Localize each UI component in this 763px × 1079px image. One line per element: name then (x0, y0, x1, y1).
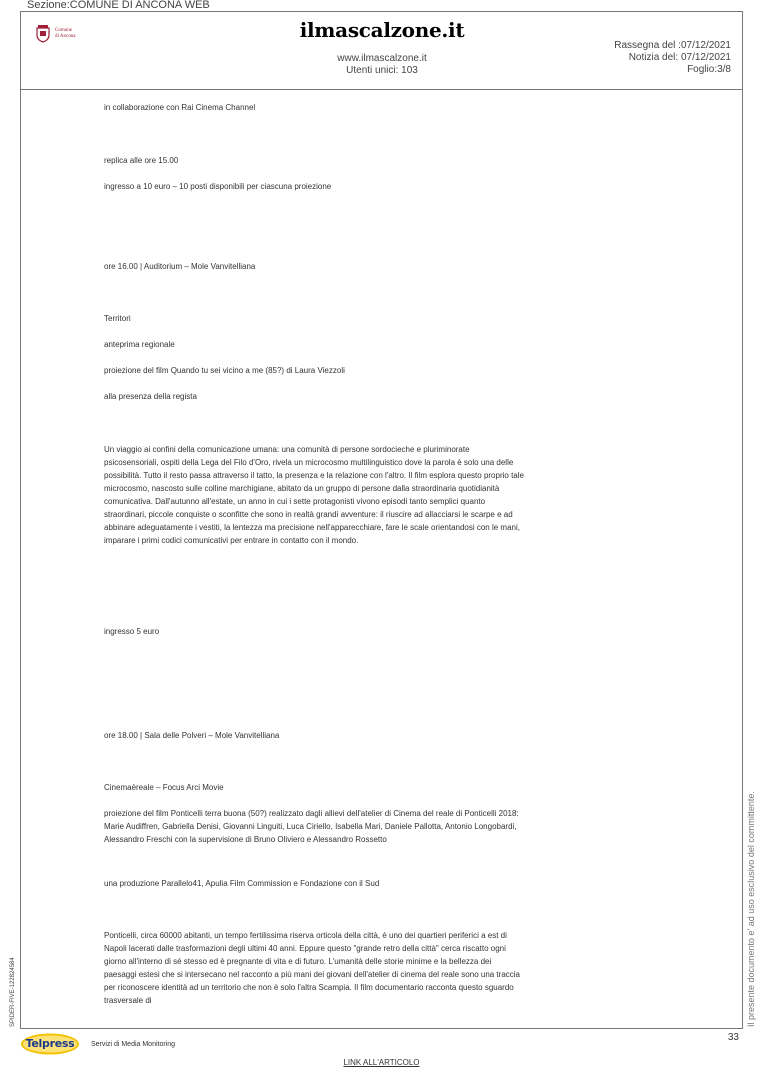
spider-id: SPIDER-FIVE-122824584 (10, 957, 16, 1027)
paragraph: anteprima regionale (104, 340, 175, 349)
paragraph: ore 16.00 | Auditorium – Mole Vanvitelliana (104, 262, 256, 271)
paragraph: Un viaggio ai confini della comunicazione umana: una comunità di persone sordocieche e pluriminorate psicosensoriali, ospiti della Lega del Filo d'Oro, rivela un microcosmo multilinguistico dove la parola è solo una delle possibilità. Tutto il resto passa attraverso il tatto, la presenza e la relazione con l'altro. Il film esplora questo proprio tale microcosmo, nascosto sulle colline marchigiane, abitato da un gruppo di persone dalla straordinaria quotidianità comunicativa. Dall'autunno all'estate, un anno in cui i sette protagonisti vivono episodi tanto semplici quanto straordinari, piccole conquiste o sconfitte che sono in realtà grandi avventure: il riuscire ad allacciarsi le scarpe e ad abbinare adeguatamente i vestiti, la lentezza ma precisione nell'apparecchiare, fare le scale orientandosi con le mani, imparare i primi codici comunicativi per entrare in contatto con il mondo. (104, 445, 524, 545)
logo-line-1: Comune (55, 27, 72, 33)
logo-line-2: di Ancona (55, 33, 76, 39)
paragraph: in collaborazione con Rai Cinema Channel (104, 103, 256, 112)
paragraph: Cinemaèreale – Focus Arci Movie (104, 783, 224, 792)
article-link[interactable]: LINK ALL'ARTICOLO (343, 1058, 420, 1067)
paragraph: alla presenza della regista (104, 392, 197, 401)
paragraph: ingresso 5 euro (104, 627, 160, 636)
city-crest-icon (35, 24, 51, 43)
paragraph: proiezione del film Ponticelli terra buona (50?) realizzato dagli allievi dell'atelier di Cinema del reale di Ponticelli 2018: Marie Audiffren, Gabriella Denisi, Giovanni Linguiti, Luca Ciriello, Isabella Mari, Daniele Pallotta, Antonio Longobardi, Alessandro Freschi con la supervisione di Bruno Oliviero e Alessandro Rossetto (104, 809, 519, 844)
header-divider (20, 89, 743, 90)
masthead-title: ilmascalzone.it (299, 18, 465, 42)
page-number: 33 (727, 1032, 739, 1043)
comune-logo (35, 24, 75, 43)
notizia-date: Notizia del: 07/12/2021 (628, 52, 731, 63)
paragraph: ingresso a 10 euro – 10 posti disponibili per ciascuna proiezione (104, 182, 332, 191)
paragraph: replica alle ore 15.00 (104, 156, 179, 165)
section-label: Sezione:COMUNE DI ANCONA WEB (27, 0, 210, 11)
paragraph: una produzione Parallelo41, Apulia Film Commission e Fondazione con il Sud (104, 879, 380, 888)
services-label: Servizi di Media Monitoring (91, 1041, 176, 1048)
side-note: Il presente documento e' ad uso esclusivo del committente. (746, 791, 756, 1027)
site-url: www.ilmascalzone.it (337, 53, 427, 64)
unique-users: Utenti unici: 103 (346, 65, 418, 76)
telpress-logo (20, 1033, 80, 1055)
paragraph: Territori (104, 314, 131, 323)
paragraph: proiezione del film Quando tu sei vicino a me (85?) di Laura Viezzoli (104, 366, 345, 375)
paragraph: ore 18.00 | Sala delle Polveri – Mole Vanvitelliana (104, 731, 280, 740)
telpress-wordmark: Telpress (25, 1037, 75, 1050)
paragraph: Ponticelli, circa 60000 abitanti, un tempo fertilissima riserva orticola della città, è uno dei quartieri periferici a est di Napoli lacerati dalle trasformazioni degli ultimi 40 anni. Eppure questo "grande retro della città" cerca riscatto ogni giorno all'interno di sé stesso ed è pregnante di vita e di futuro. L'umanità delle storie minime e la bellezza dei paesaggi estesi che si intersecano nel racconto a più mani dei giovani dell'atelier di cinema del reale sono una traccia per riconoscere identità ad un territorio che non è solo l'altra Scampia. Il film documentario racconta questo sguardo trasversale di (104, 931, 520, 1005)
foglio-number: Foglio:3/8 (687, 64, 731, 75)
meta-block (614, 40, 731, 76)
rassegna-date: Rassegna del :07/12/2021 (614, 40, 731, 51)
